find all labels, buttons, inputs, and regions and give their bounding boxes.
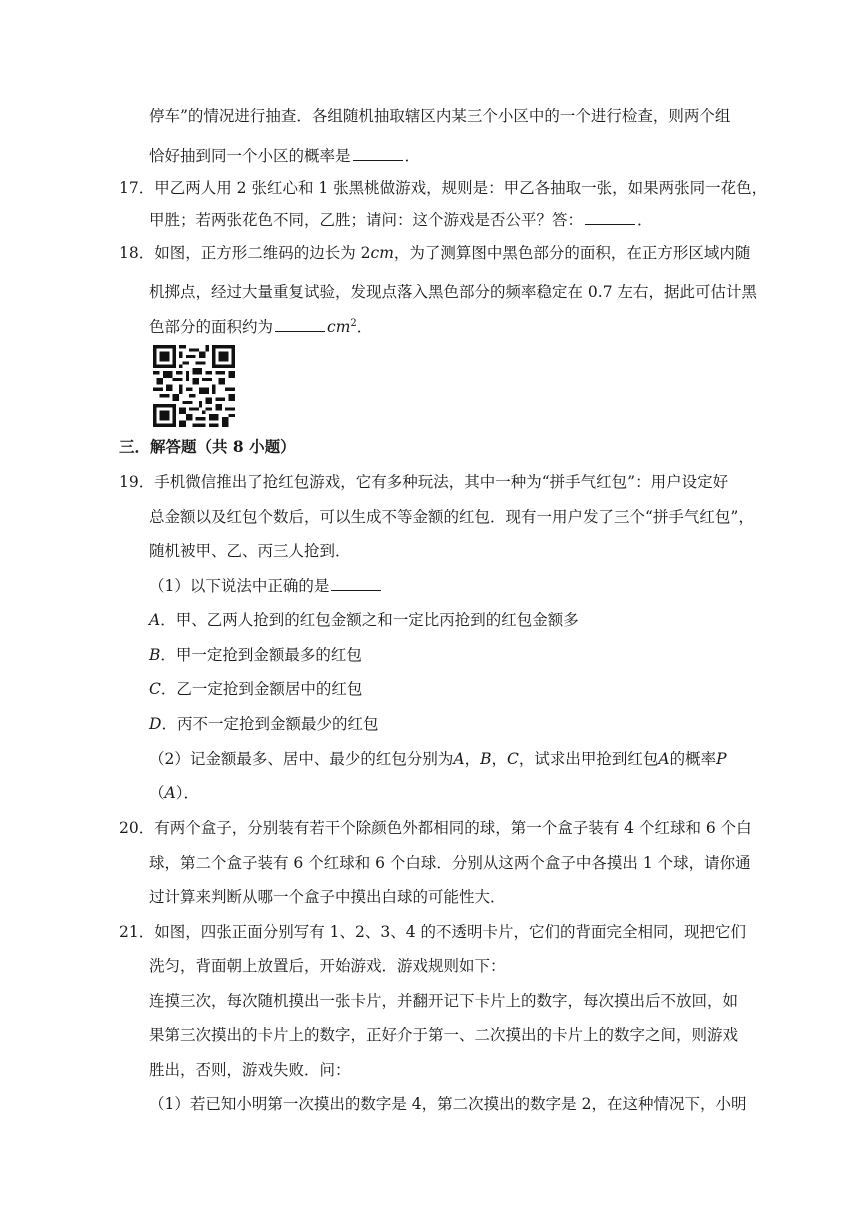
q19-line-1 — [119, 472, 728, 492]
q17-line-1 — [119, 178, 767, 198]
q18-unit-cm2: cm — [327, 318, 351, 337]
q18-line-1-b: ，为了测算图中黑色部分的面积，在正方形区域内随 — [393, 244, 751, 262]
var-a-3: A — [164, 784, 176, 802]
q19-part-1-text: （1）以下说法中正确的是 — [149, 577, 330, 595]
q19-option-b — [149, 645, 362, 665]
q17-line-2 — [149, 210, 653, 230]
var-b: B — [480, 750, 492, 768]
answer-blank-16 — [353, 146, 403, 161]
q20-line-1-text: 有两个盒子，分别装有若干个除颜色外都相同的球，第一个盒子装有 4 个红球和 6 个白 — [154, 819, 752, 837]
option-c-label: C — [149, 680, 161, 698]
paren-open: （ — [149, 784, 165, 802]
q16-line-2-end: ． — [404, 147, 421, 165]
option-a-text: ．甲、乙两人抢到的红包金额之和一定比丙抢到的红包金额多 — [160, 611, 579, 629]
q20-line-2: 球，第二个盒子装有 6 个红球和 6 个白球．分别从这两个盒子中各摸出 1 个球，请你通 — [149, 854, 751, 872]
qr-code-icon — [153, 345, 235, 427]
q18-line-1 — [119, 243, 750, 263]
q21-line-1 — [119, 922, 746, 942]
paren-close: ）． — [175, 784, 199, 802]
option-c-text: ．乙一定抢到金额居中的红包 — [160, 680, 363, 698]
q19-part-2-cont — [149, 783, 199, 803]
q18-line-3-text: 色部分的面积约为 — [149, 318, 274, 337]
option-d-text: ．丙不一定抢到金额最少的红包 — [161, 715, 379, 733]
q18-unit-cm: cm — [370, 244, 394, 262]
answer-blank-19 — [331, 576, 381, 591]
option-a-label: A — [149, 611, 161, 629]
q18-line-3-end: ． — [356, 318, 373, 337]
q21-part-1: （1）若已知小明第一次摸出的数字是 4，第二次摸出的数字是 2，在这种情况下，小明 — [149, 1095, 747, 1113]
q18-line-3 — [149, 314, 372, 337]
q18-number: 18． — [119, 244, 155, 262]
q19-option-a — [149, 610, 579, 630]
q19-option-c — [149, 679, 362, 699]
q16-line-2 — [149, 146, 420, 166]
q18-line-2: 机掷点，经过大量重复试验，发现点落入黑色部分的频率稳定在 0.7 左右，据此可估计黑 — [149, 283, 758, 301]
q19-part-1 — [149, 576, 383, 596]
var-a-2: A — [658, 750, 670, 768]
q19-number: 19． — [119, 473, 155, 491]
q18-line-1-a: 如图，正方形二维码的边长为 2 — [154, 244, 371, 262]
q19-part-2 — [149, 749, 727, 769]
q21-line-5: 胜出，否则，游戏失败．问： — [149, 1061, 351, 1079]
var-a: A — [453, 750, 465, 768]
q19-line-3: 随机被甲、乙、丙三人抢到． — [149, 542, 351, 560]
option-b-text: ．甲一定抢到金额最多的红包 — [160, 646, 362, 664]
q21-line-1-text: 如图，四张正面分别写有 1、2、3、4 的不透明卡片，它们的背面完全相同，现把它们 — [154, 923, 747, 941]
q19-option-d — [149, 714, 378, 734]
q16-line-1: 停车”的情况进行抽查．各组随机抽取辖区内某三个小区中的一个进行检查，则两个组 — [149, 107, 731, 125]
q16-line-2-text: 恰好抽到同一个小区的概率是 — [149, 147, 351, 165]
answer-blank-17 — [585, 210, 635, 225]
q17-line-2-end: ． — [637, 211, 653, 229]
q19-line-1-text: 手机微信推出了抢红包游戏，它有多种玩法，其中一种为“拼手气红包”：用户设定好 — [154, 473, 729, 491]
q17-number: 17． — [119, 179, 155, 197]
q20-number: 20． — [119, 819, 155, 837]
answer-blank-18 — [275, 317, 325, 332]
q19-part-2-a: （2）记金额最多、居中、最少的红包分别为 — [149, 750, 454, 768]
q17-line-1-text: 甲乙两人用 2 张红心和 1 张黑桃做游戏，规则是：甲乙各抽取一张，如果两张同一花色， — [154, 179, 768, 197]
option-b-label: B — [149, 646, 161, 664]
q19-part-2-c: 的概率 — [669, 750, 717, 768]
q20-line-3: 过计算来判断从哪一个盒子中摸出白球的可能性大． — [149, 888, 506, 906]
q20-line-1 — [119, 818, 752, 838]
q21-line-3: 连摸三次，每次随机摸出一张卡片，并翻开记下卡片上的数字，每次摸出后不放回，如 — [149, 992, 739, 1010]
q21-line-4: 果第三次摸出的卡片上的数字，正好介于第一、二次摸出的卡片上的数字之间，则游戏 — [149, 1026, 739, 1044]
comma-2: ， — [491, 750, 507, 768]
q19-part-2-b: ，试求出甲抢到红包 — [518, 750, 659, 768]
section-3-title: 三．解答题（共 8 小题） — [119, 437, 296, 456]
q21-number: 21． — [119, 923, 155, 941]
var-p: P — [716, 750, 727, 768]
var-c: C — [507, 750, 519, 768]
q17-line-2-text: 甲胜；若两张花色不同，乙胜；请问：这个游戏是否公平？答： — [149, 211, 584, 229]
comma-1: ， — [464, 750, 481, 768]
q21-line-2: 洗匀，背面朝上放置后，开始游戏．游戏规则如下： — [149, 957, 506, 975]
option-d-label: D — [149, 715, 162, 733]
q19-line-2: 总金额以及红包个数后，可以生成不等金额的红包．现有一用户发了三个“拼手气红包”， — [149, 508, 754, 526]
q18-unit-sup: 2 — [350, 318, 357, 329]
